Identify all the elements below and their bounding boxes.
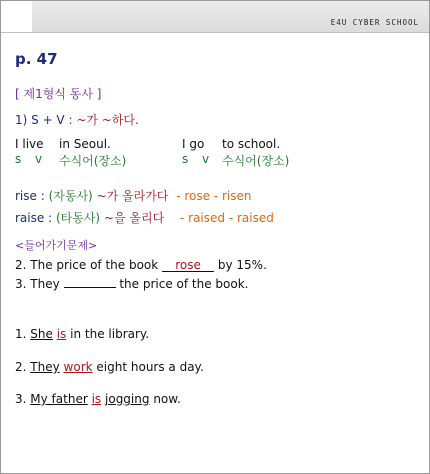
p2-rest: eight hours a day.	[96, 360, 204, 374]
example2-w2: to school.	[222, 137, 281, 151]
raise-word: raise :	[15, 211, 53, 225]
q3-blank[interactable]	[64, 287, 116, 288]
practice-sentence-3	[15, 392, 181, 406]
pattern-line	[15, 111, 139, 128]
header-bar	[1, 1, 429, 33]
p1-rest: in the library.	[70, 327, 150, 341]
header-corner-block	[1, 1, 32, 32]
p3-subject-a: My father	[30, 392, 88, 406]
page-number: p. 47	[15, 50, 58, 68]
example1-note: 수식어(장소)	[59, 154, 127, 168]
q2-answer: rose	[162, 259, 214, 272]
p2-subject: They	[30, 360, 60, 374]
q3-after: the price of the book.	[119, 277, 249, 291]
q2-before: 2. The price of the book	[15, 258, 159, 272]
school-name: E4U CYBER SCHOOL	[330, 18, 419, 27]
p3-subject-b: jogging	[105, 392, 150, 406]
section-title: [ 제1형식 동사 ]	[15, 87, 102, 101]
p1-verb: is	[56, 327, 67, 341]
rise-type: (자동사)	[48, 189, 93, 203]
pattern-label: 1) S + V	[15, 113, 65, 127]
example1-w1: I live	[15, 137, 44, 151]
p3-num: 3.	[15, 392, 27, 406]
raise-line	[15, 209, 274, 226]
pattern-desc: : ~가 ~하다.	[64, 113, 139, 127]
example2-note: 수식어(장소)	[222, 154, 290, 168]
p3-verb: is	[91, 392, 102, 406]
rise-line	[15, 187, 252, 204]
example2-s: s	[182, 152, 189, 166]
quiz-question-3	[15, 277, 248, 291]
rise-forms: - rose - risen	[176, 189, 252, 203]
p2-num: 2.	[15, 360, 27, 374]
example2-v: v	[202, 152, 210, 166]
raise-type: (타동사)	[55, 211, 101, 225]
q3-before: 3. They	[15, 277, 60, 291]
example1-v: v	[35, 152, 43, 166]
example1-s: s	[15, 152, 22, 166]
raise-meaning: ~을 올리다	[103, 211, 165, 225]
practice-sentence-2	[15, 360, 204, 374]
p1-num: 1.	[15, 327, 27, 341]
practice-sentence-1	[15, 327, 149, 341]
p2-verb: work	[63, 360, 93, 374]
rise-word: rise :	[15, 189, 45, 203]
quiz-title: <들어가기문제>	[15, 239, 98, 252]
example2-w1: I go	[182, 137, 205, 151]
q2-after: by 15%.	[217, 258, 267, 272]
p1-subject: She	[30, 327, 53, 341]
p3-rest: now.	[153, 392, 181, 406]
example1-w2: in Seoul.	[59, 137, 111, 151]
rise-meaning: ~가 올라가다	[96, 189, 169, 203]
quiz-question-2	[15, 258, 267, 272]
raise-forms: - raised - raised	[180, 211, 274, 225]
